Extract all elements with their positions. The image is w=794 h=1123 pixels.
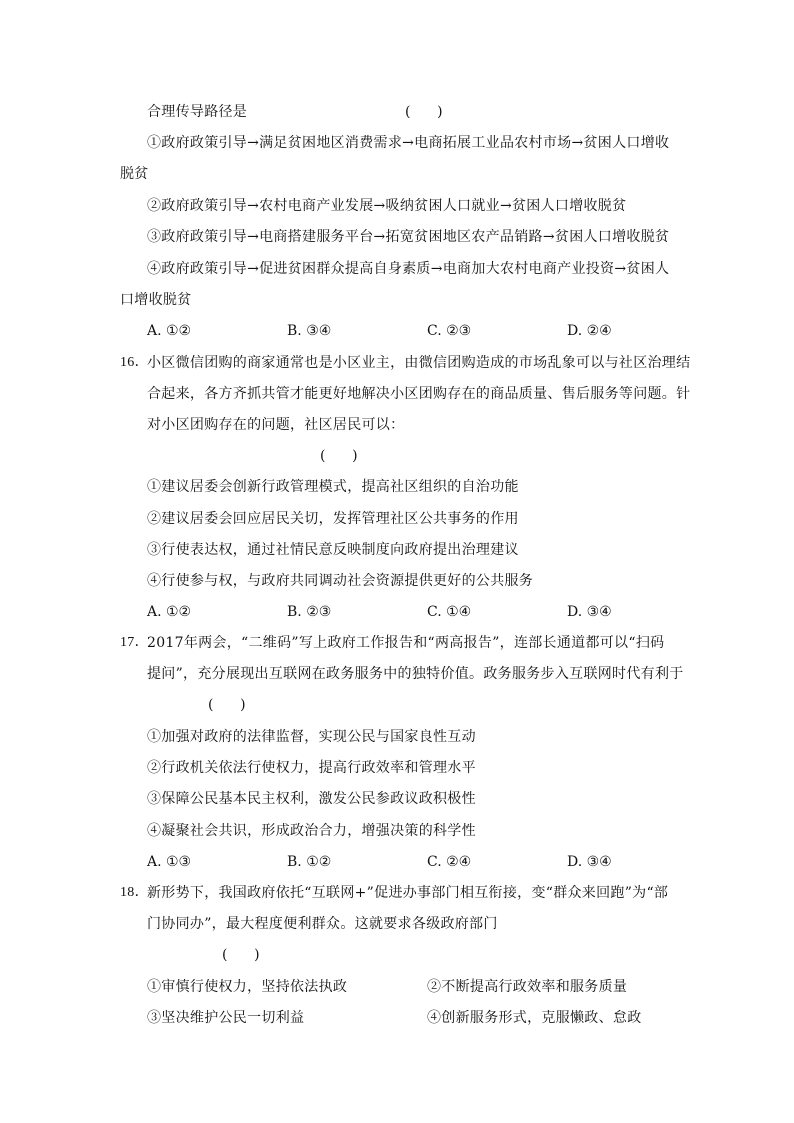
q16-answer-blank: ( ) — [320, 448, 358, 464]
q17-item-1: ①加强对政府的法律监督，实现公民与国家良性互动 — [147, 729, 476, 745]
q16-item-3: ③行使表达权，通过社情民意反映制度向政府提出治理建议 — [147, 542, 519, 558]
q18-answer-blank: ( ) — [222, 947, 260, 963]
q16-stem-line-1: 小区微信团购的商家通常也是小区业主，由微信团购造成的市场乱象可以与社区治理结 — [147, 355, 691, 371]
q18-number: 18． — [120, 885, 149, 900]
q15-answer-blank: ( ) — [405, 104, 443, 120]
q17-option-d[interactable]: D. ③④ — [567, 854, 612, 870]
q17-stem-line-2: 提问”，充分展现出互联网在政务服务中的独特价值。政务服务步入互联网时代有利于 — [147, 666, 684, 682]
q16-stem-line-3: 对小区团购存在的问题，社区居民可以： — [147, 417, 405, 433]
q16-item-2: ②建议居委会回应居民关切，发挥管理社区公共事务的作用 — [147, 511, 519, 527]
q15-option-b[interactable]: B. ③④ — [287, 323, 332, 339]
q17-answer-blank: ( ) — [208, 697, 246, 713]
q15-item-1-line-2: 脱贫 — [120, 166, 149, 182]
q15-item-1-line-1: ①政府政策引导→满足贫困地区消费需求→电商拓展工业品农村市场→贫困人口增收 — [147, 135, 670, 151]
q18-item-2: ②不断提高行政效率和服务质量 — [427, 979, 628, 995]
q15-option-a[interactable]: A. ①② — [147, 323, 192, 339]
q17-option-b[interactable]: B. ①② — [287, 854, 332, 870]
q15-item-2: ②政府政策引导→农村电商产业发展→吸纳贫困人口就业→贫困人口增收脱贫 — [147, 198, 627, 214]
q15-item-4-line-1: ④政府政策引导→促进贫困群众提高自身素质→电商加大农村电商产业投资→贫困人 — [147, 261, 670, 277]
q15-option-c[interactable]: C. ②③ — [427, 323, 472, 339]
q15-options — [147, 321, 667, 341]
q17-item-2: ②行政机关依法行使权力，提高行政效率和管理水平 — [147, 760, 476, 776]
q16-options — [147, 602, 667, 622]
q16-option-a[interactable]: A. ①② — [147, 604, 192, 620]
q18-stem-line-2: 门协同办”，最大程度便利群众。这就要求各级政府部门 — [147, 916, 498, 932]
q16-number: 16． — [120, 355, 149, 370]
q16-item-1: ①建议居委会创新行政管理模式，提高社区组织的自治功能 — [147, 479, 519, 495]
q16-stem-line-2: 合起来，各方齐抓共管才能更好地解决小区团购存在的商品质量、售后服务等问题。针 — [147, 386, 691, 402]
q15-item-3: ③政府政策引导→电商搭建服务平台→拓宽贫困地区农产品销路→贫困人口增收脱贫 — [147, 229, 670, 245]
q17-options — [147, 852, 667, 872]
q16-option-b[interactable]: B. ②③ — [287, 604, 332, 620]
q18-item-4: ④创新服务形式，克服懒政、怠政 — [427, 1010, 642, 1026]
q15-option-d[interactable]: D. ②④ — [567, 323, 612, 339]
q18-item-1: ①审慎行使权力，坚持依法执政 — [147, 979, 348, 995]
q15-stem-tail: 合理传导路径是 — [147, 104, 248, 120]
q17-option-c[interactable]: C. ②④ — [427, 854, 472, 870]
q16-option-c[interactable]: C. ①④ — [427, 604, 472, 620]
q18-item-3: ③坚决维护公民一切利益 — [147, 1010, 305, 1026]
q16-item-4: ④行使参与权，与政府共同调动社会资源提供更好的公共服务 — [147, 573, 534, 589]
q16-option-d[interactable]: D. ③④ — [567, 604, 612, 620]
q17-item-4: ④凝聚社会共识，形成政治合力，增强决策的科学性 — [147, 823, 476, 839]
q17-number: 17． — [120, 635, 149, 650]
q18-stem-line-1: 新形势下，我国政府依托“互联网+”促进办事部门相互衔接，变“群众来回跑”为“部 — [147, 885, 669, 901]
q17-item-3: ③保障公民基本民主权利，激发公民参政议政积极性 — [147, 791, 476, 807]
q15-item-4-line-2: 口增收脱贫 — [120, 292, 192, 308]
q17-option-a[interactable]: A. ①③ — [147, 854, 192, 870]
q17-stem-line-1: 2017年两会，“二维码”写上政府工作报告和“两高报告”，连部长通道都可以“扫码 — [147, 635, 665, 651]
